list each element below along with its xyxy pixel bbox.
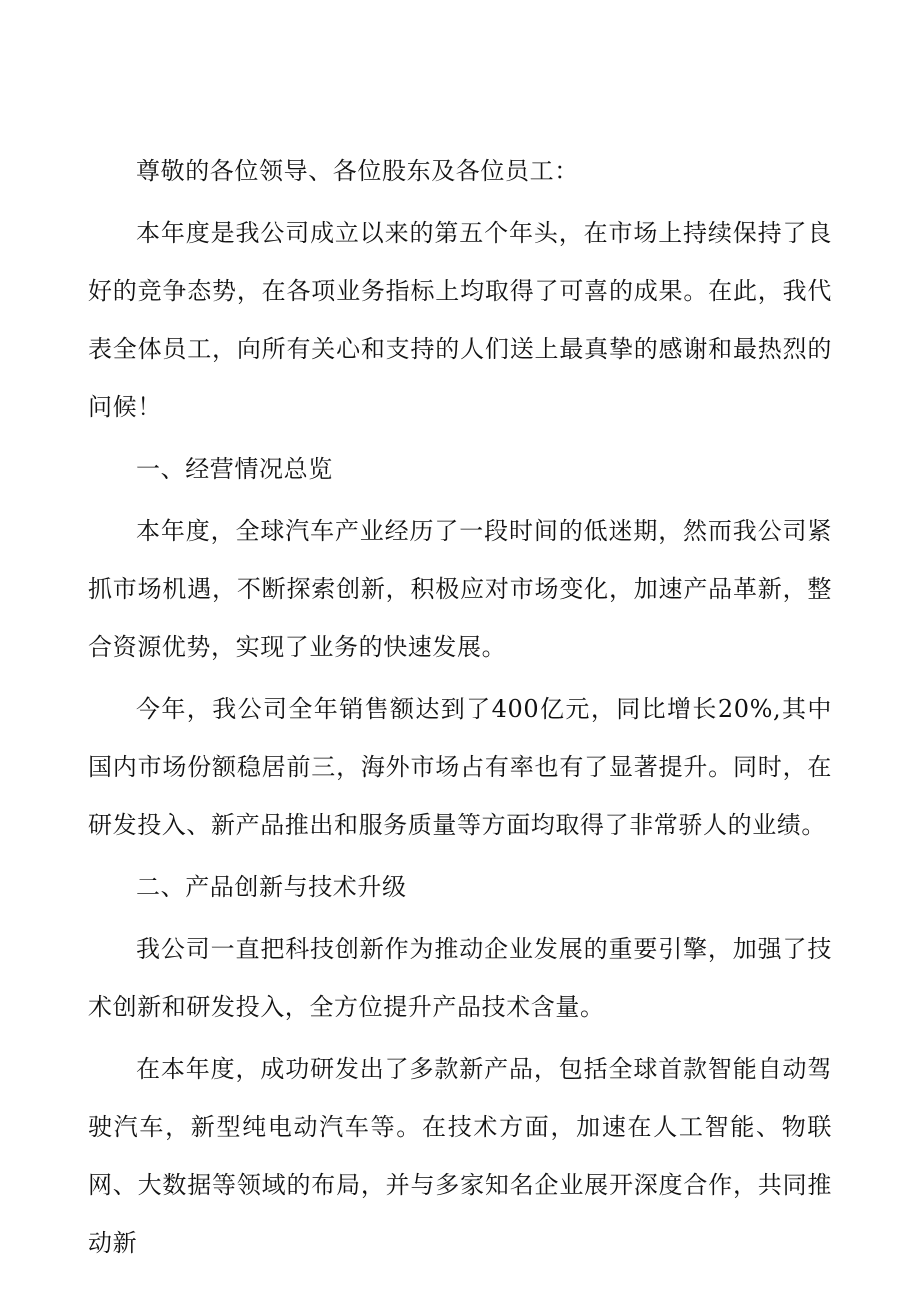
section-heading-innovation: 二、产品创新与技术升级 [136, 873, 407, 901]
document-body [88, 142, 832, 1276]
greeting: 尊敬的各位领导、各位股东及各位员工： [136, 157, 579, 185]
operations-paragraph-2: 今年，我公司全年销售额达到了400亿元，同比增长20%,其中国内市场份额稳居前三，海外市场占有率也有了显著提升。同时，在研发投入、新产品推出和服务质量等方面均取得了非常骄人的业绩。 [88, 695, 832, 839]
innovation-paragraph-2: 在本年度，成功研发出了多款新产品，包括全球首款智能自动驾驶汽车，新型纯电动汽车等。在技术方面，加速在人工智能、物联网、大数据等领域的布局，并与多家知名企业展开深度合作，共同推动新 [88, 1055, 832, 1257]
operations-paragraph-1: 本年度，全球汽车产业经历了一段时间的低迷期，然而我公司紧抓市场机遇，不断探索创新，积极应对市场变化，加速产品革新，整合资源优势，实现了业务的快速发展。 [88, 517, 832, 661]
intro-paragraph: 本年度是我公司成立以来的第五个年头，在市场上持续保持了良好的竞争态势，在各项业务指标上均取得了可喜的成果。在此，我代表全体员工，向所有关心和支持的人们送上最真挚的感谢和最热烈的问候！ [88, 219, 832, 421]
section-heading-operations: 一、经营情况总览 [136, 455, 333, 483]
innovation-paragraph-1: 我公司一直把科技创新作为推动企业发展的重要引擎，加强了技术创新和研发投入，全方位提升产品技术含量。 [88, 935, 832, 1021]
